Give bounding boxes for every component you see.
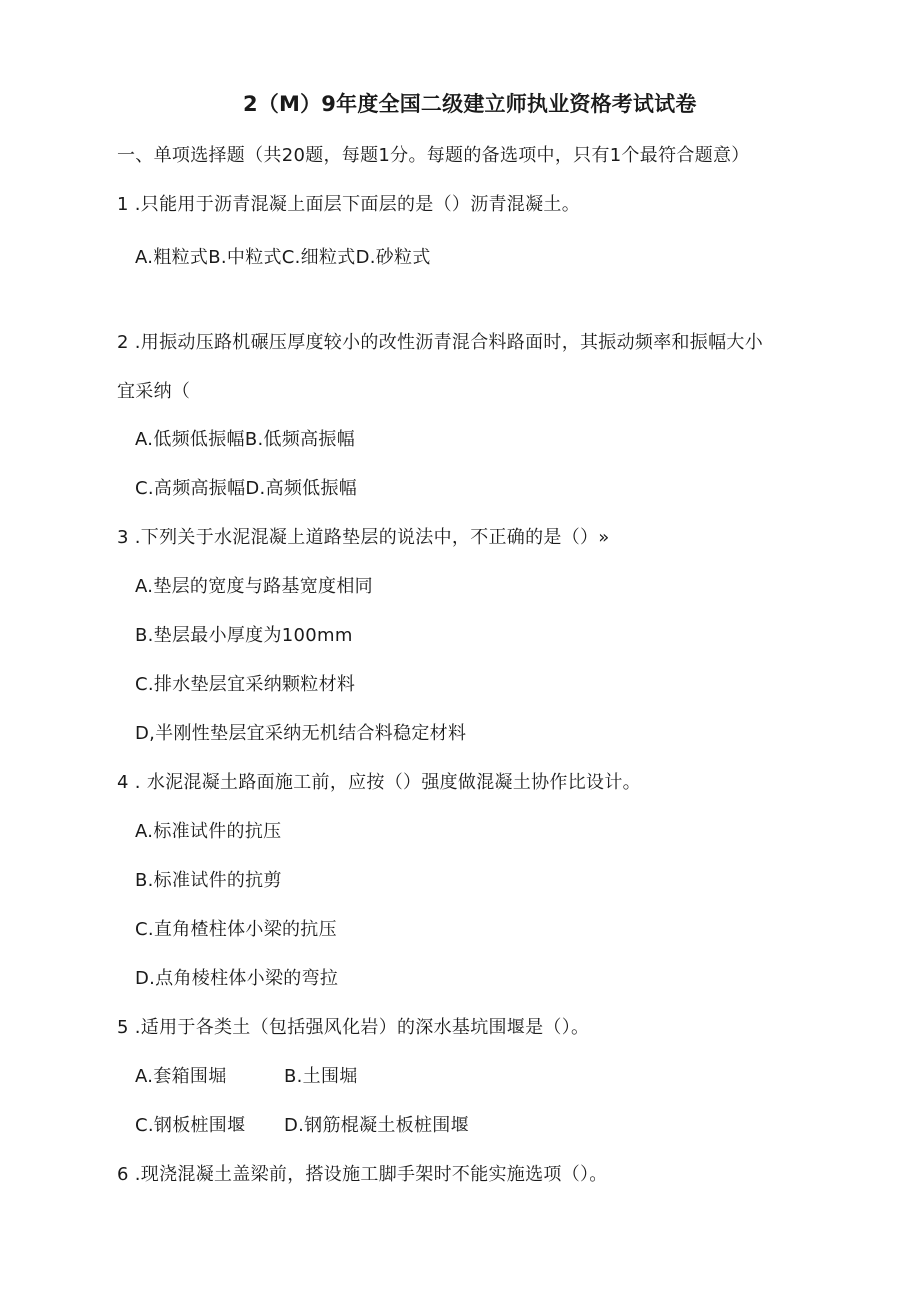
question-2-option-ab: A.低频低振幅B.低频高振幅 [135,429,355,450]
page-title: 2（M）9年度全国二级建立师执业资格考试试卷 [243,92,697,116]
question-6-stem: 6 .现浇混凝土盖梁前，搭设施工脚手架时不能实施选项（）。 [117,1164,608,1185]
question-4-option-d: D.点角棱柱体小梁的弯拉 [135,968,339,989]
question-4-option-a: A.标准试件的抗压 [135,821,282,842]
question-3-option-a: A.垫层的宽度与路基宽度相同 [135,576,373,597]
question-5-option-b: B.土围堀 [284,1066,358,1087]
question-3-stem: 3 .下列关于水泥混凝上道路垫层的说法中，不正确的是（）» [117,527,610,548]
question-2-stem-continued: 宜采纳（ [117,381,191,402]
question-4-stem: 4 . 水泥混凝土路面施工前，应按（）强度做混凝土协作比设计。 [117,772,641,793]
question-3-option-c: C.排水垫层宜采纳颗粒材料 [135,674,356,695]
question-3-option-b: B.垫层最小厚度为100mm [135,625,353,646]
question-5-option-a: A.套箱围堀 [135,1066,227,1087]
question-3-option-d: D,半刚性垫层宜采纳无机结合料稳定材料 [135,723,467,744]
section-heading: 一、单项选择题（共20题，每题1分。每题的备选项中，只有1个最符合题意） [117,145,750,166]
question-5-stem: 5 .适用于各类土（包括强风化岩）的深水基坑围堰是（）。 [117,1017,590,1038]
question-4-option-c: C.直角楂柱体小梁的抗压 [135,919,337,940]
question-4-option-b: B.标准试件的抗剪 [135,870,282,891]
question-2-option-cd: C.高频高振幅D.高频低振幅 [135,478,358,499]
question-5-option-c: C.钢板桩围堰 [135,1115,246,1136]
question-2-stem: 2 .用振动压路机碾压厚度较小的改性沥青混合料路面时，其振动频率和振幅大小 [117,332,763,353]
question-1-stem: 1 .只能用于沥青混凝上面层下面层的是（）沥青混凝土。 [117,194,580,215]
question-5-option-d: D.钢筋棍凝土板桩围堰 [284,1115,469,1136]
question-1-options: A.粗粒式B.中粒式C.细粒式D.砂粒式 [135,247,431,268]
